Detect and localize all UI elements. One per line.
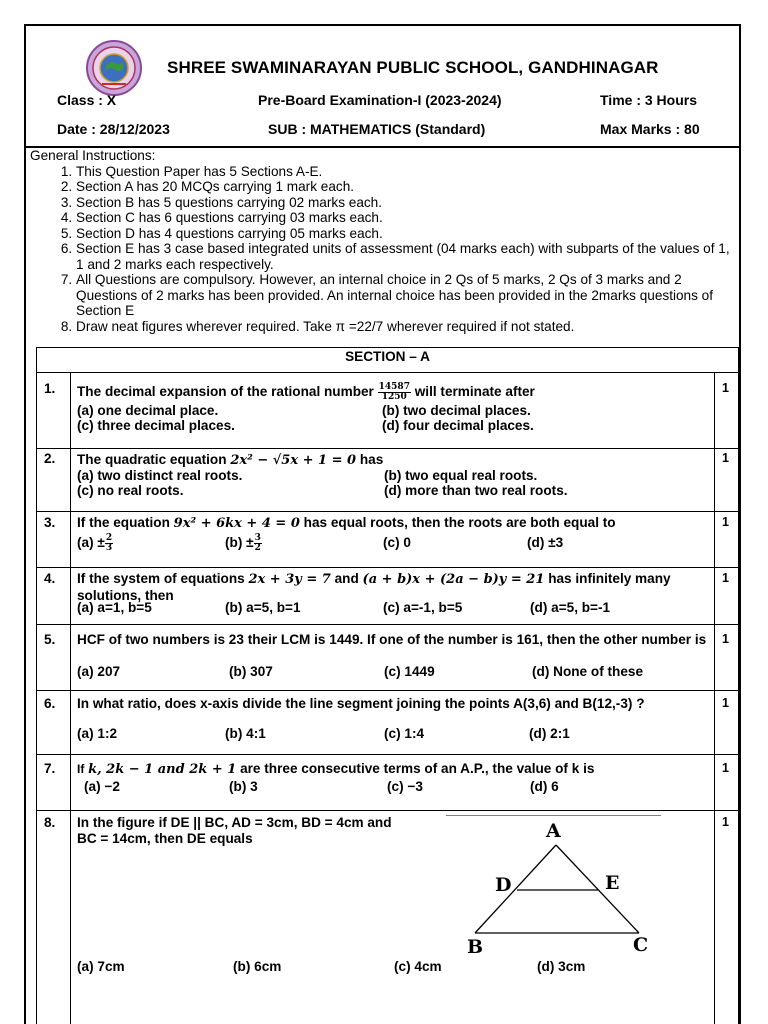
option-d: (d) None of these [532, 664, 644, 679]
question-marks: 1 [722, 515, 729, 529]
option-b: (b) 307 [229, 664, 273, 679]
question-text [77, 761, 713, 778]
question-text-part: has infinitely many solutions, then [77, 571, 671, 603]
school-name: SHREE SWAMINARAYAN PUBLIC SCHOOL, GANDHINAGAR [167, 58, 659, 77]
equation: 2x² − √5x + 1 = 0 [230, 453, 357, 468]
question-text [77, 515, 713, 532]
instruction-item: 6. Section E has 3 case based integrated units of assessment (04 marks each) with subparts of the values of 1, 1 and 2 marks each respectively. [76, 241, 735, 272]
option-a: (a) two distinct real roots. [77, 468, 243, 483]
table-row-divider [36, 567, 739, 568]
fraction [254, 534, 262, 553]
option-c: (c) no real roots. [77, 483, 184, 498]
question-number: 1. [44, 381, 56, 396]
question-number: 2. [44, 451, 56, 466]
instruction-item: 2. Section A has 20 MCQs carrying 1 mark each. [76, 179, 735, 195]
question-marks: 1 [722, 632, 729, 646]
option-c: (c) −3 [387, 779, 423, 794]
option-label: (b) ± [225, 535, 254, 551]
question-marks: 1 [722, 451, 729, 465]
table-row-divider [36, 448, 739, 449]
equation: (a + b)x + (2a − b)y = 21 [362, 572, 545, 587]
fraction-denominator: 2 [254, 543, 261, 553]
general-instructions [30, 148, 735, 334]
option-b: (b) 4:1 [225, 726, 266, 741]
option-b: (b) two decimal places. [382, 403, 531, 418]
equation: k, 2k − 1 and 2k + 1 [88, 762, 237, 777]
exam-title: Pre-Board Examination-I (2023-2024) [258, 92, 502, 108]
question-text-part: and [334, 571, 359, 586]
option-a: (a) 7cm [77, 959, 125, 974]
option-label: (a) ± [77, 535, 105, 551]
table-row-divider [36, 754, 739, 755]
option-a [77, 534, 113, 553]
date-label: Date : 28/12/2023 [57, 121, 170, 137]
question-text-part: The decimal expansion of the rational number [77, 384, 374, 400]
question-text [77, 383, 713, 402]
fraction [378, 383, 411, 402]
question-number: 7. [44, 761, 56, 776]
question-number: 8. [44, 815, 56, 830]
vertex-label-d: D [495, 874, 512, 896]
option-a: (a) −2 [84, 779, 120, 794]
option-d: (d) four decimal places. [382, 418, 534, 433]
fraction [105, 534, 113, 553]
option-d: (d) a=5, b=-1 [530, 600, 611, 615]
instructions-heading: General Instructions: [30, 148, 156, 163]
option-d: (d) 2:1 [529, 726, 570, 741]
time-label: Time : 3 Hours [600, 92, 697, 108]
question-text-part: If the equation [77, 515, 170, 530]
option-c: (c) 0 [383, 535, 411, 550]
number-column-divider [70, 372, 71, 1024]
instruction-item: 8. Draw neat figures wherever required. Take π =22/7 wherever required if not stated. [76, 319, 735, 335]
option-a: (a) 207 [77, 664, 121, 679]
question-text-part: If [77, 762, 85, 776]
option-c: (c) 1449 [384, 664, 435, 679]
option-b: (b) 3 [229, 779, 258, 794]
option-d: (d) 3cm [537, 959, 586, 974]
option-b: (b) two equal real roots. [384, 468, 538, 483]
question-text [77, 452, 713, 469]
question-text-part: will terminate after [414, 384, 535, 400]
table-row-divider [36, 810, 739, 811]
table-row-divider [36, 511, 739, 512]
table-row-divider [36, 372, 739, 373]
question-text-part: has equal roots, then the roots are both equal to [303, 515, 616, 530]
question-text-part: has [359, 452, 384, 467]
option-c: (c) 4cm [394, 959, 442, 974]
question-text: HCF of two numbers is 23 their LCM is 1449. If one of the number is 161, then the other number is [77, 632, 707, 647]
instructions-list [30, 164, 735, 335]
vertex-label-e: E [605, 872, 620, 894]
question-text-part: The quadratic equation [77, 452, 227, 467]
instruction-item: 5. Section D has 4 questions carrying 05 marks each. [76, 226, 735, 242]
question-number: 4. [44, 571, 56, 586]
fraction-numerator: 3 [254, 533, 261, 543]
instruction-item: 3. Section B has 5 questions carrying 02 marks each. [76, 195, 735, 211]
question-text-part: If the system of equations [77, 571, 245, 586]
question-marks: 1 [722, 381, 729, 395]
class-label: Class : X [57, 92, 117, 108]
equation: 9x² + 6kx + 4 = 0 [173, 516, 300, 531]
vertex-label-b: B [467, 936, 484, 958]
subject-label: SUB : MATHEMATICS (Standard) [268, 121, 486, 137]
section-title: SECTION – A [345, 349, 430, 364]
instruction-item: 1. This Question Paper has 5 Sections A-E. [76, 164, 735, 180]
side-ab [475, 845, 556, 933]
option-b: (b) a=5, b=1 [225, 600, 301, 615]
question-text-part: are three consecutive terms of an A.P., the value of k is [240, 761, 595, 776]
option-b [225, 534, 262, 553]
question-text: In the figure if DE || BC, AD = 3cm, BD = 4cm and BC = 14cm, then DE equals [77, 815, 392, 846]
question-number: 6. [44, 696, 56, 711]
instruction-item: 4. Section C has 6 questions carrying 03 marks each. [76, 210, 735, 226]
table-row-divider [36, 690, 739, 691]
option-b: (b) 6cm [233, 959, 282, 974]
side-ac [556, 845, 639, 933]
question-marks: 1 [722, 571, 729, 585]
question-marks: 1 [722, 696, 729, 710]
option-a: (a) one decimal place. [77, 403, 219, 418]
vertex-label-a: A [546, 820, 561, 842]
marks-column-divider [714, 372, 715, 1024]
fraction-numerator: 2 [105, 533, 113, 543]
option-d: (d) ±3 [527, 535, 564, 550]
fraction-denominator: 3 [105, 543, 113, 553]
instruction-item: 7. All Questions are compulsory. However, an internal choice in 2 Qs of 5 marks, 2 Qs of 3 marks and 2 Questions of 2 marks has been provided. An internal choice has been provided in the 2marks questions of Section E [76, 272, 735, 319]
max-marks-label: Max Marks : 80 [600, 121, 700, 137]
option-c: (c) three decimal places. [77, 418, 235, 433]
question-marks: 1 [722, 815, 729, 829]
question-number: 5. [44, 632, 56, 647]
fraction-numerator: 14587 [378, 382, 410, 392]
option-d: (d) 6 [530, 779, 559, 794]
option-c: (c) a=-1, b=5 [383, 600, 463, 615]
question-marks: 1 [722, 761, 729, 775]
option-a: (a) 1:2 [77, 726, 118, 741]
question-text [77, 571, 713, 603]
table-row-divider [36, 624, 739, 625]
fraction-denominator: 1250 [381, 392, 407, 402]
school-logo [82, 40, 146, 96]
vertex-label-c: C [633, 934, 649, 956]
equation: 2x + 3y = 7 [248, 572, 331, 587]
option-a: (a) a=1, b=5 [77, 600, 152, 615]
question-text: In what ratio, does x-axis divide the line segment joining the points A(3,6) and B(12,-3) ? [77, 696, 645, 711]
option-d: (d) more than two real roots. [384, 483, 568, 498]
triangle-figure [443, 815, 663, 965]
question-number: 3. [44, 515, 56, 530]
option-c: (c) 1:4 [384, 726, 425, 741]
